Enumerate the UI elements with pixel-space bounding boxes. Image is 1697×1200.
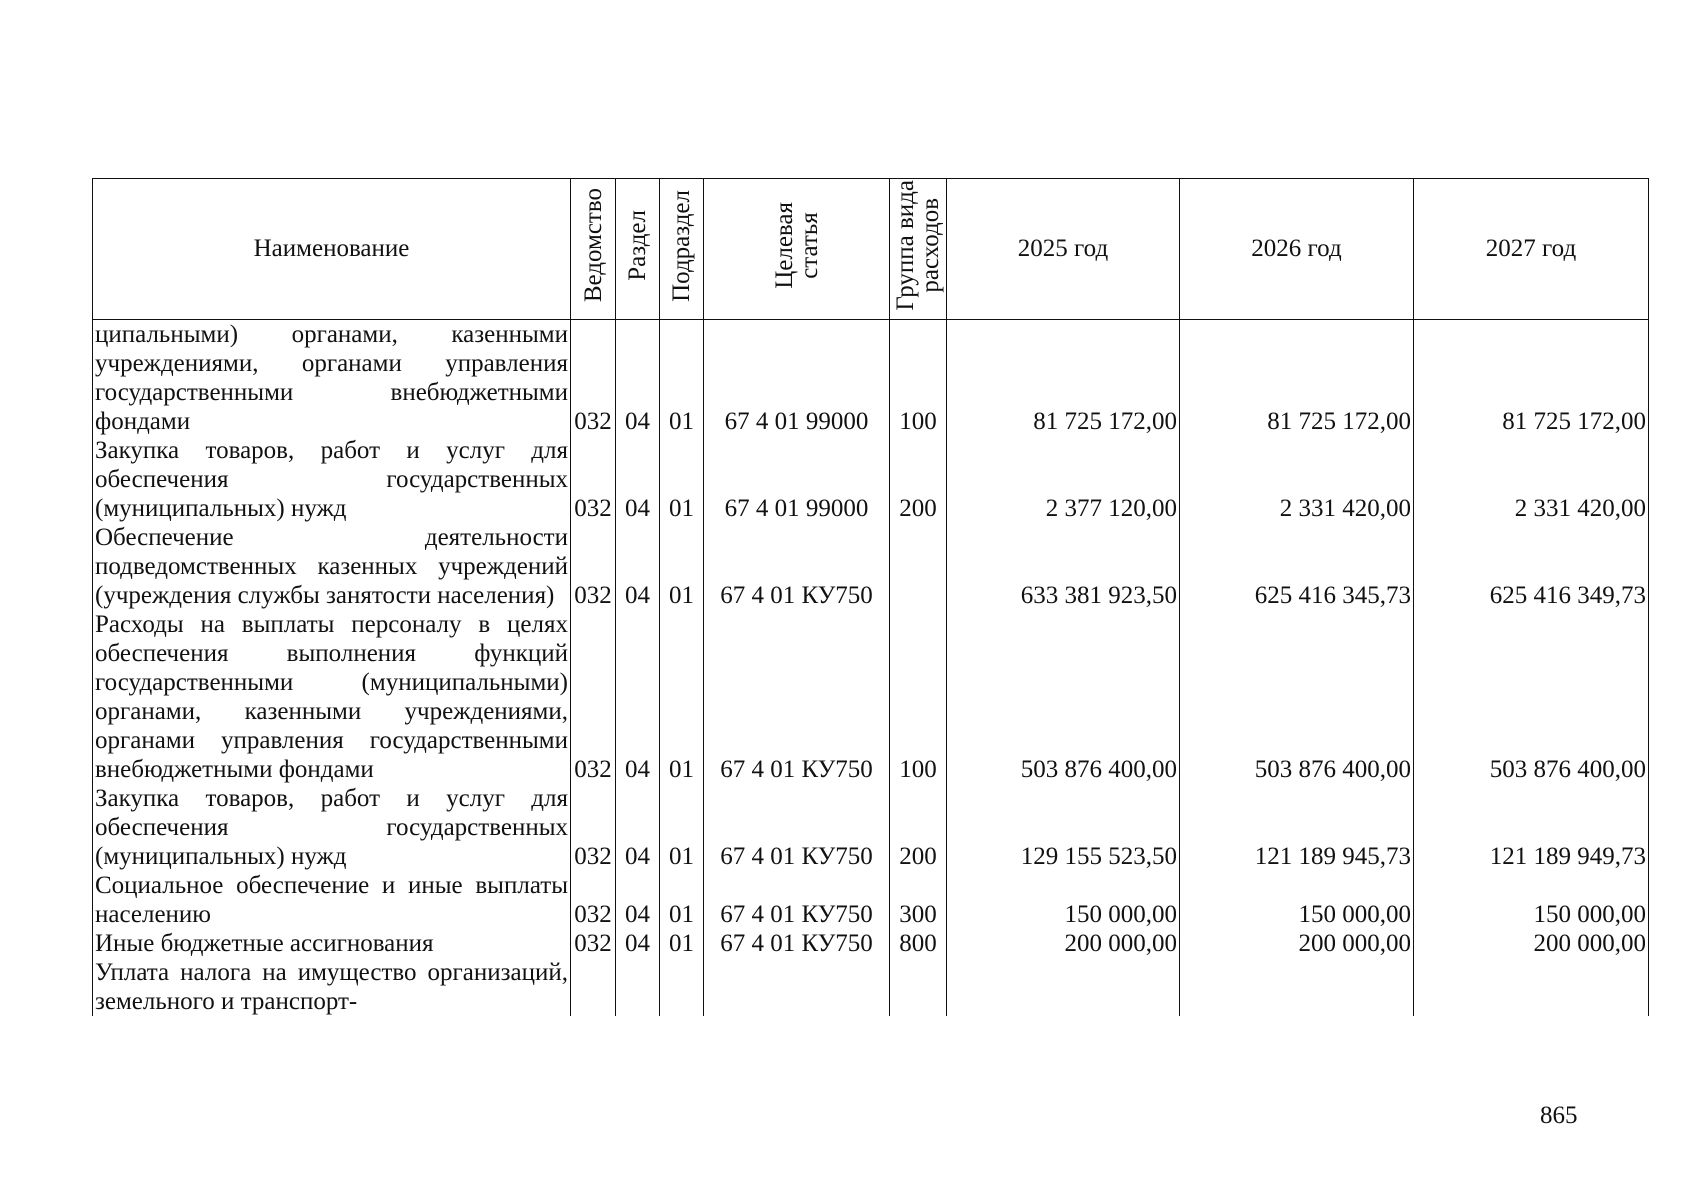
table-row — [93, 784, 1649, 871]
row-2027: 625 416 349,73 — [1414, 523, 1649, 610]
row-name: Иные бюджетные ассигнования — [93, 929, 571, 958]
header-2027-label: 2027 год — [1485, 235, 1577, 262]
row-podrazdel: 01 — [660, 871, 704, 929]
row-celevaya: 67 4 01 КУ750 — [704, 784, 890, 871]
row-2026: 2 331 420,00 — [1180, 436, 1414, 523]
row-2027: 503 876 400,00 — [1414, 610, 1649, 784]
table-row — [93, 523, 1649, 610]
row-2026: 200 000,00 — [1180, 929, 1414, 958]
header-celevaya-line2: статья — [795, 212, 823, 279]
budget-page — [92, 178, 1646, 1016]
row-2027: 81 725 172,00 — [1414, 320, 1649, 437]
header-gruppa-line1: Группа вида — [892, 180, 919, 311]
row-podrazdel: 01 — [660, 320, 704, 437]
row-gruppa: 300 — [890, 871, 947, 929]
row-2025: 81 725 172,00 — [947, 320, 1180, 437]
row-2027: 200 000,00 — [1414, 929, 1649, 958]
row-2026: 150 000,00 — [1180, 871, 1414, 929]
row-razdel: 04 — [616, 320, 660, 437]
row-name: ципальными) органами, казенными учреждениями, органами управления государственными внебюджетными фондами — [93, 320, 571, 437]
row-name: Уплата налога на имущество организаций, земельного и транспорт- — [93, 958, 571, 1016]
header-2027 — [1414, 179, 1649, 320]
row-name: Обеспечение деятельности подведомственных казенных учреждений (учреждения службы занятости населения) — [93, 523, 571, 610]
row-razdel: 04 — [616, 610, 660, 784]
row-2026: 81 725 172,00 — [1180, 320, 1414, 437]
header-name — [93, 179, 571, 320]
row-gruppa: 800 — [890, 929, 947, 958]
row-celevaya: 67 4 01 КУ750 — [704, 929, 890, 958]
row-razdel: 04 — [616, 929, 660, 958]
header-podrazdel-label: Подраздел — [668, 189, 695, 302]
row-name: Расходы на выплаты персоналу в целях обеспечения выполнения функций государственными (муниципальными) органами, казенными учреждениями, органами управления государственными внебюджетными фондами — [93, 610, 571, 784]
row-name: Социальное обеспечение и иные выплаты населению — [93, 871, 571, 929]
header-2026 — [1180, 179, 1414, 320]
header-2025-label: 2025 год — [1017, 235, 1109, 262]
header-razdel — [616, 179, 660, 320]
page-number: 865 — [1540, 1102, 1578, 1129]
row-2025: 503 876 400,00 — [947, 610, 1180, 784]
row-celevaya: 67 4 01 99000 — [704, 436, 890, 523]
row-vedomstvo: 032 — [571, 871, 616, 929]
row-2027: 121 189 949,73 — [1414, 784, 1649, 871]
table-row — [93, 610, 1649, 784]
table-header — [93, 179, 1649, 320]
row-podrazdel — [660, 958, 704, 1016]
row-name: Закупка товаров, работ и услуг для обеспечения государственных (муниципальных) нужд — [93, 436, 571, 523]
table-row — [93, 929, 1649, 958]
row-gruppa: 200 — [890, 436, 947, 523]
row-name: Закупка товаров, работ и услуг для обеспечения государственных (муниципальных) нужд — [93, 784, 571, 871]
row-vedomstvo: 032 — [571, 523, 616, 610]
row-2025 — [947, 958, 1180, 1016]
header-gruppa — [890, 179, 947, 320]
row-vedomstvo: 032 — [571, 610, 616, 784]
row-vedomstvo: 032 — [571, 929, 616, 958]
row-razdel: 04 — [616, 784, 660, 871]
table-row — [93, 871, 1649, 929]
row-celevaya: 67 4 01 99000 — [704, 320, 890, 437]
row-razdel: 04 — [616, 523, 660, 610]
row-2026: 625 416 345,73 — [1180, 523, 1414, 610]
row-2025: 150 000,00 — [947, 871, 1180, 929]
header-celevaya — [704, 179, 890, 320]
row-2026 — [1180, 958, 1414, 1016]
row-2027: 150 000,00 — [1414, 871, 1649, 929]
row-2025: 633 381 923,50 — [947, 523, 1180, 610]
header-gruppa-line2: расходов — [917, 198, 944, 293]
row-razdel — [616, 958, 660, 1016]
row-gruppa — [890, 958, 947, 1016]
table-row — [93, 320, 1649, 437]
row-celevaya: 67 4 01 КУ750 — [704, 610, 890, 784]
row-celevaya: 67 4 01 КУ750 — [704, 871, 890, 929]
header-podrazdel — [660, 179, 704, 320]
row-celevaya — [704, 958, 890, 1016]
row-vedomstvo — [571, 958, 616, 1016]
header-vedomstvo — [571, 179, 616, 320]
row-gruppa — [890, 523, 947, 610]
row-podrazdel: 01 — [660, 784, 704, 871]
row-2026: 503 876 400,00 — [1180, 610, 1414, 784]
header-celevaya-line1: Целевая — [770, 202, 798, 289]
row-2026: 121 189 945,73 — [1180, 784, 1414, 871]
table-row — [93, 436, 1649, 523]
row-2025: 2 377 120,00 — [947, 436, 1180, 523]
row-razdel: 04 — [616, 436, 660, 523]
row-podrazdel: 01 — [660, 436, 704, 523]
header-gruppa-label — [893, 180, 943, 311]
row-razdel: 04 — [616, 871, 660, 929]
header-razdel-label: Раздел — [624, 210, 651, 281]
row-2027 — [1414, 958, 1649, 1016]
row-podrazdel: 01 — [660, 929, 704, 958]
row-gruppa: 100 — [890, 320, 947, 437]
row-gruppa: 100 — [890, 610, 947, 784]
header-name-label: Наименование — [253, 235, 410, 262]
row-gruppa: 200 — [890, 784, 947, 871]
budget-table — [92, 178, 1649, 1016]
row-2025: 129 155 523,50 — [947, 784, 1180, 871]
table-body — [93, 320, 1649, 1017]
row-vedomstvo: 032 — [571, 436, 616, 523]
table-row-continued — [93, 958, 1649, 1016]
header-2026-label: 2026 год — [1251, 235, 1342, 262]
header-vedomstvo-label: Ведомство — [579, 188, 607, 303]
row-celevaya: 67 4 01 КУ750 — [704, 523, 890, 610]
row-2027: 2 331 420,00 — [1414, 436, 1649, 523]
row-vedomstvo: 032 — [571, 320, 616, 437]
row-podrazdel: 01 — [660, 523, 704, 610]
header-2025 — [947, 179, 1180, 320]
row-2025: 200 000,00 — [947, 929, 1180, 958]
row-vedomstvo: 032 — [571, 784, 616, 871]
header-celevaya-label — [772, 202, 822, 289]
row-podrazdel: 01 — [660, 610, 704, 784]
